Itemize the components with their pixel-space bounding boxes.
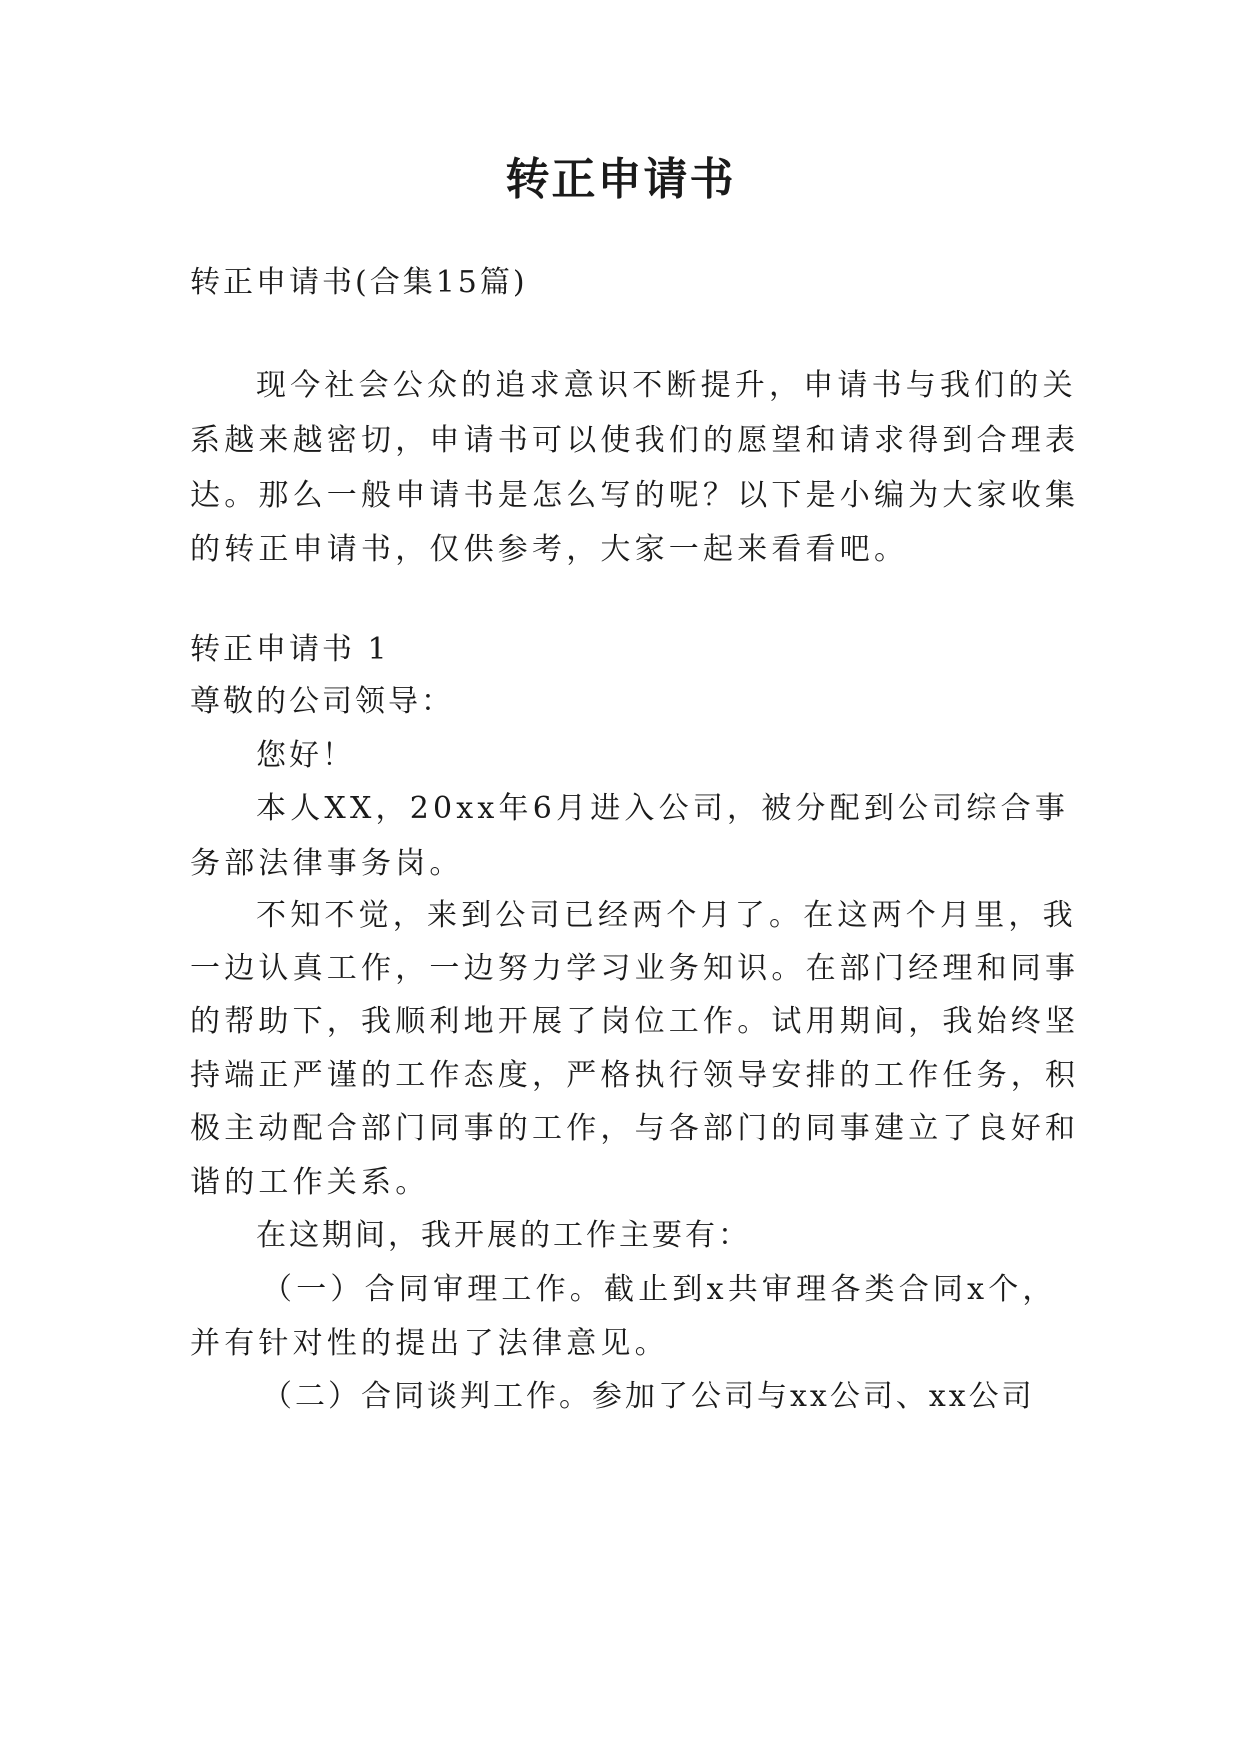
paragraph-line: 谐的工作关系。 bbox=[190, 1165, 430, 1200]
list-item-line: （一）合同审理工作。截止到x共审理各类合同x个， bbox=[262, 1272, 1057, 1307]
intro-line: 现今社会公众的追求意识不断提升，申请书与我们的关 bbox=[256, 368, 1077, 403]
salutation: 尊敬的公司领导： bbox=[190, 684, 454, 719]
paragraph-line: 极主动配合部门同事的工作，与各部门的同事建立了良好和 bbox=[190, 1111, 1080, 1146]
paragraph-line: 持端正严谨的工作态度，严格执行领导安排的工作任务，积 bbox=[190, 1058, 1080, 1093]
intro-line: 达。那么一般申请书是怎么写的呢？以下是小编为大家收集 bbox=[190, 478, 1080, 513]
paragraph-line: 的帮助下，我顺利地开展了岗位工作。试用期间，我始终坚 bbox=[190, 1004, 1080, 1039]
section-heading: 转正申请书 1 bbox=[190, 632, 390, 667]
greeting: 您好！ bbox=[256, 738, 355, 773]
paragraph-line: 务部法律事务岗。 bbox=[190, 846, 464, 881]
intro-line: 系越来越密切，申请书可以使我们的愿望和请求得到合理表 bbox=[190, 423, 1080, 458]
document-title: 转正申请书 bbox=[505, 154, 736, 205]
paragraph-line: 本人XX，20xx年6月进入公司，被分配到公司综合事 bbox=[256, 791, 1070, 826]
list-item-line: 并有针对性的提出了法律意见。 bbox=[190, 1326, 669, 1361]
intro-line: 的转正申请书，仅供参考，大家一起来看看吧。 bbox=[190, 532, 909, 567]
paragraph-line: 在这期间，我开展的工作主要有： bbox=[256, 1218, 751, 1253]
paragraph-line: 一边认真工作，一边努力学习业务知识。在部门经理和同事 bbox=[190, 951, 1080, 986]
document-subtitle: 转正申请书(合集15篇) bbox=[190, 265, 528, 300]
list-item-line: （二）合同谈判工作。参加了公司与xx公司、xx公司 bbox=[262, 1379, 1035, 1414]
paragraph-line: 不知不觉，来到公司已经两个月了。在这两个月里，我 bbox=[256, 898, 1077, 933]
